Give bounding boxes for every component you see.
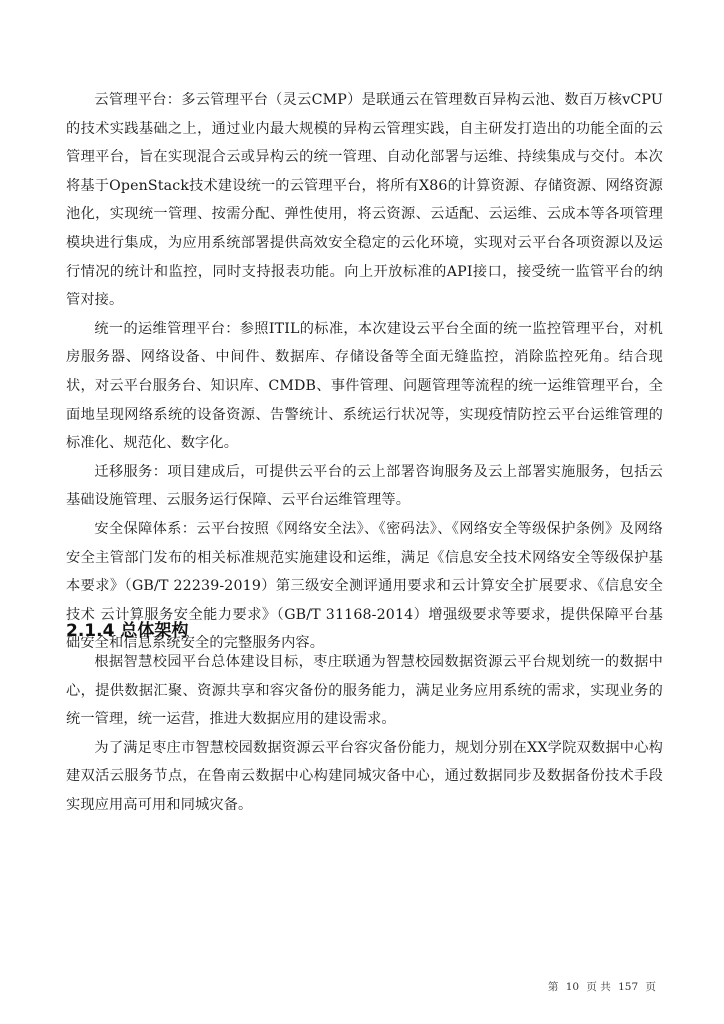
paragraph-cloud-management: 云管理平台：多云管理平台（灵云CMP）是联通云在管理数百异构云池、数百万核vCPU的技术实践基础之上，通过业内最大规模的异构云管理实践，自主研发打造出的功能全面的云管理平台，旨在实现混合云或异构云的统一管理、自动化部署与运维、持续集成与交付。本次将基于OpenStack技术建设统一的云管理平台，将所有X86的计算资源、存储资源、网络资源池化，实现统一管理、按需分配、弹性使用，将云资源、云适配、云运维、云成本等各项管理模块进行集成，为应用系统部署提供高效安全稳定的云化环境，实现对云平台各项资源以及运行情况的统计和监控，同时支持报表功能。向上开放标准的API接口，接受统一监管平台的纳管对接。 (66, 92, 663, 309)
footer-suffix: 页 (645, 981, 656, 993)
paragraph-disaster-recovery: 为了满足枣庄市智慧校园数据资源云平台容灾备份能力，规划分别在XX学院双数据中心构建双活云服务节点，在鲁南云数据中心构建同城灾备中心，通过数据同步及数据备份技术手段实现应用高可用和同城灾备。 (66, 739, 663, 813)
footer-prefix: 第 (547, 981, 559, 993)
body-text-bottom (66, 648, 663, 820)
section-title: 总体架构 (120, 621, 189, 641)
page-footer (544, 980, 656, 994)
paragraph-migration-service: 迁移服务：项目建成后，可提供云平台的云上部署咨询服务及云上部署实施服务，包括云基础设施管理、云服务运行保障、云平台运维管理等。 (66, 463, 663, 509)
footer-middle: 页 共 (586, 981, 611, 993)
current-page-number: 10 (565, 981, 580, 993)
paragraph-overall-architecture: 根据智慧校园平台总体建设目标，枣庄联通为智慧校园数据资源云平台规划统一的数据中心，提供数据汇聚、资源共享和容灾备份的服务能力，满足业务应用系统的需求，实现业务的统一管理，统一运营，推进大数据应用的建设需求。 (66, 654, 663, 728)
paragraph-security-system: 安全保障体系：云平台按照《网络安全法》、《密码法》、《网络安全等级保护条例》及网络安全主管部门发布的相关标准规范实施建设和运维，满足《信息安全技术网络安全等级保护基本要求》（GB/T 22239-2019）第三级安全测评通用要求和云计算安全扩展要求、《信息安全技术 云计算服务安全能力要求》（GB/T 31168-2014）增强级要求等要求，提供保障平台基础安全和信息系统安全的完整服务内容。 (66, 520, 663, 652)
total-page-count: 157 (618, 981, 639, 993)
section-heading (66, 618, 188, 644)
section-number: 2.1.4 (66, 621, 115, 641)
body-text-top (66, 86, 663, 658)
paragraph-ops-management: 统一的运维管理平台：参照ITIL的标准，本次建设云平台全面的统一监控管理平台，对机房服务器、网络设备、中间件、数据库、存储设备等全面无缝监控，消除监控死角。结合现状，对云平台服务台、知识库、CMDB、事件管理、问题管理等流程的统一运维管理平台，全面地呈现网络系统的设备资源、告警统计、系统运行状况等，实现疫情防控云平台运维管理的标准化、规范化、数字化。 (66, 320, 663, 452)
